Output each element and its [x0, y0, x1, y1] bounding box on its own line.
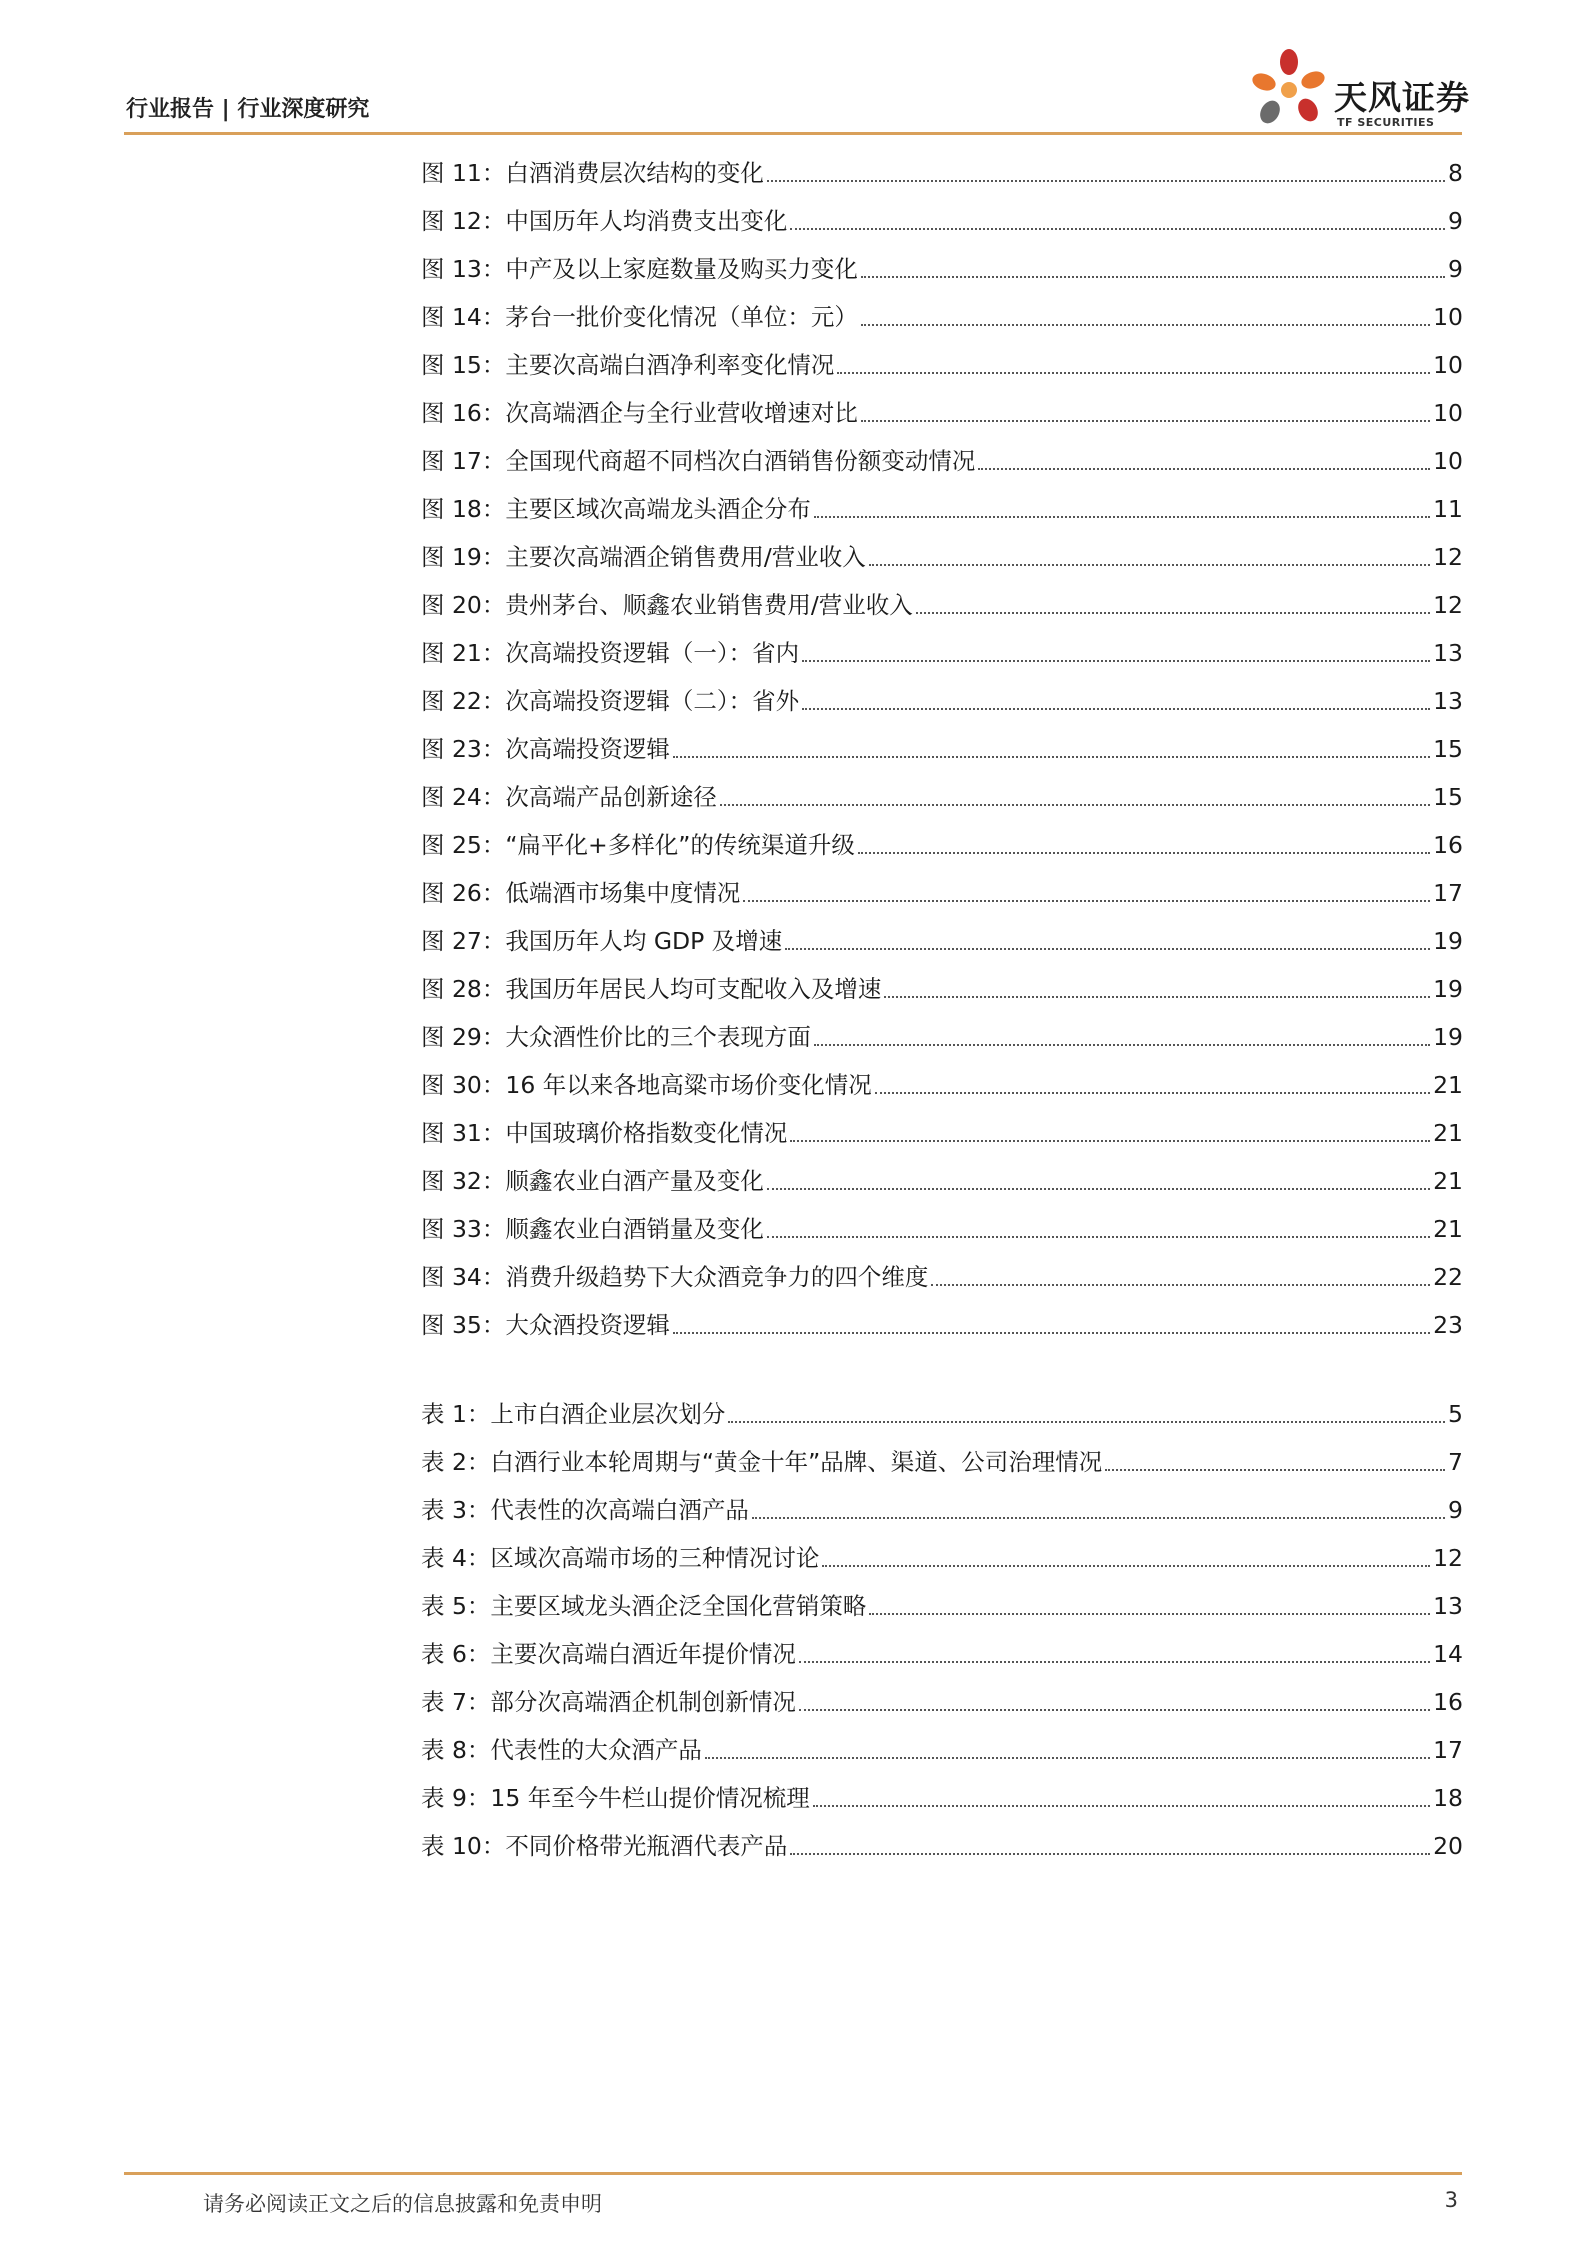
toc-entry-page: 19: [1433, 1023, 1463, 1051]
toc-entry-label: 图 20：贵州茅台、顺鑫农业销售费用/营业收入: [421, 591, 913, 619]
toc-dot-leader: [978, 468, 1430, 470]
toc-entry-label: 表 9：15 年至今牛栏山提价情况梳理: [421, 1784, 810, 1812]
toc-entry-label: 图 18：主要区域次高端龙头酒企分布: [421, 495, 811, 523]
toc-entry-page: 23: [1433, 1311, 1463, 1339]
toc-entry-page: 9: [1448, 255, 1463, 283]
toc-dot-leader: [875, 1092, 1430, 1094]
toc-entry-page: 16: [1433, 1688, 1463, 1716]
toc-entry-page: 9: [1448, 1496, 1463, 1524]
toc-entry-label: 表 1：上市白酒企业层次划分: [421, 1400, 726, 1428]
toc-entry-label: 图 34：消费升级趋势下大众酒竞争力的四个维度: [421, 1263, 929, 1291]
toc-figure-entry[interactable]: [421, 538, 1463, 572]
toc-entry-page: 19: [1433, 927, 1463, 955]
toc-dot-leader: [858, 852, 1430, 854]
toc-figure-entry[interactable]: [421, 442, 1463, 476]
toc-dot-leader: [869, 1613, 1430, 1615]
toc-dot-leader: [673, 756, 1430, 758]
toc-entry-page: 10: [1433, 447, 1463, 475]
toc-dot-leader: [884, 996, 1430, 998]
toc-table-entry[interactable]: [421, 1731, 1463, 1765]
toc-figure-entry[interactable]: [421, 1258, 1463, 1292]
toc-entry-label: 图 13：中产及以上家庭数量及购买力变化: [421, 255, 858, 283]
toc-entry-label: 图 25：“扁平化+多样化”的传统渠道升级: [421, 831, 855, 859]
toc-dot-leader: [790, 1853, 1430, 1855]
toc-dot-leader: [861, 420, 1430, 422]
toc-figure-entry[interactable]: [421, 730, 1463, 764]
toc-entry-page: 12: [1433, 1544, 1463, 1572]
toc-entry-label: 表 2：白酒行业本轮周期与“黄金十年”品牌、渠道、公司治理情况: [421, 1448, 1103, 1476]
toc-entry-page: 12: [1433, 591, 1463, 619]
toc-entry-page: 15: [1433, 735, 1463, 763]
toc-dot-leader: [931, 1284, 1430, 1286]
toc-dot-leader: [916, 612, 1430, 614]
toc-entry-page: 10: [1433, 351, 1463, 379]
toc-entry-page: 9: [1448, 207, 1463, 235]
toc-entry-page: 7: [1448, 1448, 1463, 1476]
toc-table-entry[interactable]: [421, 1827, 1463, 1861]
toc-figure-entry[interactable]: [421, 922, 1463, 956]
toc-figure-entry[interactable]: [421, 394, 1463, 428]
toc-dot-leader: [837, 372, 1430, 374]
toc-table-entry[interactable]: [421, 1635, 1463, 1669]
logo-company-name: 天风证券: [1334, 78, 1470, 117]
toc-figure-entry[interactable]: [421, 154, 1463, 188]
toc-entry-label: 图 19：主要次高端酒企销售费用/营业收入: [421, 543, 866, 571]
toc-dot-leader: [743, 900, 1430, 902]
toc-entry-label: 图 33：顺鑫农业白酒销量及变化: [421, 1215, 764, 1243]
toc-figure-entry[interactable]: [421, 298, 1463, 332]
toc-entry-page: 12: [1433, 543, 1463, 571]
toc-entry-page: 14: [1433, 1640, 1463, 1668]
toc-figure-entry[interactable]: [421, 1018, 1463, 1052]
toc-figure-entry[interactable]: [421, 1210, 1463, 1244]
toc-entry-label: 表 4：区域次高端市场的三种情况讨论: [421, 1544, 820, 1572]
toc-entry-page: 18: [1433, 1784, 1463, 1812]
toc-table-entry[interactable]: [421, 1779, 1463, 1813]
toc-entry-page: 16: [1433, 831, 1463, 859]
toc-entry-label: 图 22：次高端投资逻辑（二）：省外: [421, 687, 800, 715]
toc-entry-label: 图 23：次高端投资逻辑: [421, 735, 670, 763]
toc-entry-page: 13: [1433, 1592, 1463, 1620]
toc-dot-leader: [790, 1140, 1430, 1142]
toc-figure-entry[interactable]: [421, 682, 1463, 716]
toc-entry-label: 图 26：低端酒市场集中度情况: [421, 879, 741, 907]
toc-dot-leader: [705, 1757, 1430, 1759]
toc-figure-entry[interactable]: [421, 202, 1463, 236]
toc-dot-leader: [673, 1332, 1430, 1334]
toc-entry-label: 表 6：主要次高端白酒近年提价情况: [421, 1640, 796, 1668]
report-type-label: 行业报告 | 行业深度研究: [126, 97, 370, 122]
toc-dot-leader: [861, 276, 1445, 278]
page-number: 3: [1444, 2188, 1458, 2212]
toc-dot-leader: [869, 564, 1430, 566]
toc-entry-label: 图 17：全国现代商超不同档次白酒销售份额变动情况: [421, 447, 976, 475]
toc-entry-label: 表 10：不同价格带光瓶酒代表产品: [421, 1832, 788, 1860]
toc-entry-label: 表 3：代表性的次高端白酒产品: [421, 1496, 749, 1524]
toc-table-entry[interactable]: [421, 1491, 1463, 1525]
toc-entry-page: 17: [1433, 879, 1463, 907]
toc-dot-leader: [1105, 1469, 1445, 1471]
toc-table-entry[interactable]: [421, 1683, 1463, 1717]
toc-dot-leader: [767, 1188, 1430, 1190]
toc-entry-page: 11: [1433, 495, 1463, 523]
toc-figure-entry[interactable]: [421, 970, 1463, 1004]
toc-figure-entry[interactable]: [421, 634, 1463, 668]
toc-entry-label: 图 30：16 年以来各地高粱市场价变化情况: [421, 1071, 872, 1099]
toc-entry-page: 21: [1433, 1119, 1463, 1147]
logo-company-subtitle: TF SECURITIES: [1337, 116, 1435, 129]
toc-entry-page: 5: [1448, 1400, 1463, 1428]
toc-entry-page: 15: [1433, 783, 1463, 811]
toc-dot-leader: [799, 1661, 1430, 1663]
toc-entry-label: 图 15：主要次高端白酒净利率变化情况: [421, 351, 835, 379]
toc-entry-label: 图 31：中国玻璃价格指数变化情况: [421, 1119, 788, 1147]
toc-dot-leader: [813, 1805, 1430, 1807]
toc-figure-entry[interactable]: [421, 1114, 1463, 1148]
toc-dot-leader: [802, 660, 1430, 662]
toc-table-entry[interactable]: [421, 1443, 1463, 1477]
toc-entry-label: 图 35：大众酒投资逻辑: [421, 1311, 670, 1339]
toc-figure-entry[interactable]: [421, 490, 1463, 524]
toc-entry-page: 20: [1433, 1832, 1463, 1860]
toc-entry-page: 17: [1433, 1736, 1463, 1764]
toc-dot-leader: [861, 324, 1430, 326]
toc-dot-leader: [790, 228, 1445, 230]
toc-figure-entry[interactable]: [421, 250, 1463, 284]
toc-entry-page: 22: [1433, 1263, 1463, 1291]
toc-entry-page: 8: [1448, 159, 1463, 187]
toc-entry-page: 21: [1433, 1215, 1463, 1243]
toc-table-entry[interactable]: [421, 1539, 1463, 1573]
toc-entry-label: 表 8：代表性的大众酒产品: [421, 1736, 702, 1764]
toc-dot-leader: [752, 1517, 1445, 1519]
toc-entry-label: 图 28：我国历年居民人均可支配收入及增速: [421, 975, 882, 1003]
toc-entry-page: 13: [1433, 687, 1463, 715]
toc-entry-label: 图 14：茅台一批价变化情况（单位：元）: [421, 303, 858, 331]
toc-figure-entry[interactable]: [421, 1306, 1463, 1340]
toc-figure-entry[interactable]: [421, 1066, 1463, 1100]
toc-dot-leader: [720, 804, 1430, 806]
toc-table-entry[interactable]: [421, 1395, 1463, 1429]
toc-entry-page: 21: [1433, 1167, 1463, 1195]
toc-entry-page: 19: [1433, 975, 1463, 1003]
toc-figure-entry[interactable]: [421, 874, 1463, 908]
toc-entry-label: 图 21：次高端投资逻辑（一）：省内: [421, 639, 800, 667]
disclaimer-notice: 请务必阅读正文之后的信息披露和免责申明: [203, 2192, 602, 2216]
toc-entry-label: 图 29：大众酒性价比的三个表现方面: [421, 1023, 811, 1051]
flower-logo-icon: [1246, 46, 1332, 134]
toc-entry-label: 图 32：顺鑫农业白酒产量及变化: [421, 1167, 764, 1195]
footer-divider: [124, 2172, 1462, 2175]
toc-figure-entry[interactable]: [421, 1162, 1463, 1196]
toc-entry-page: 13: [1433, 639, 1463, 667]
toc-entry-page: 10: [1433, 399, 1463, 427]
toc-dot-leader: [799, 1709, 1430, 1711]
toc-table-entry[interactable]: [421, 1587, 1463, 1621]
company-logo: [1246, 46, 1470, 134]
toc-dot-leader: [767, 180, 1445, 182]
toc-dot-leader: [814, 1044, 1430, 1046]
toc-dot-leader: [785, 948, 1430, 950]
toc-entry-page: 21: [1433, 1071, 1463, 1099]
toc-entry-label: 表 7：部分次高端酒企机制创新情况: [421, 1688, 796, 1716]
toc-entry-page: 10: [1433, 303, 1463, 331]
toc-dot-leader: [802, 708, 1430, 710]
toc-entry-label: 图 24：次高端产品创新途径: [421, 783, 717, 811]
toc-entry-label: 表 5：主要区域龙头酒企泛全国化营销策略: [421, 1592, 867, 1620]
toc-figure-entry[interactable]: [421, 346, 1463, 380]
toc-entry-label: 图 27：我国历年人均 GDP 及增速: [421, 927, 783, 955]
toc-figure-entry[interactable]: [421, 826, 1463, 860]
header-divider: [124, 132, 1462, 135]
toc-dot-leader: [814, 516, 1430, 518]
toc-entry-label: 图 12：中国历年人均消费支出变化: [421, 207, 788, 235]
toc-entry-label: 图 11：白酒消费层次结构的变化: [421, 159, 764, 187]
toc-figure-entry[interactable]: [421, 586, 1463, 620]
toc-entry-label: 图 16：次高端酒企与全行业营收增速对比: [421, 399, 858, 427]
toc-figure-entry[interactable]: [421, 778, 1463, 812]
toc-dot-leader: [728, 1421, 1445, 1423]
toc-dot-leader: [767, 1236, 1430, 1238]
toc-dot-leader: [822, 1565, 1430, 1567]
